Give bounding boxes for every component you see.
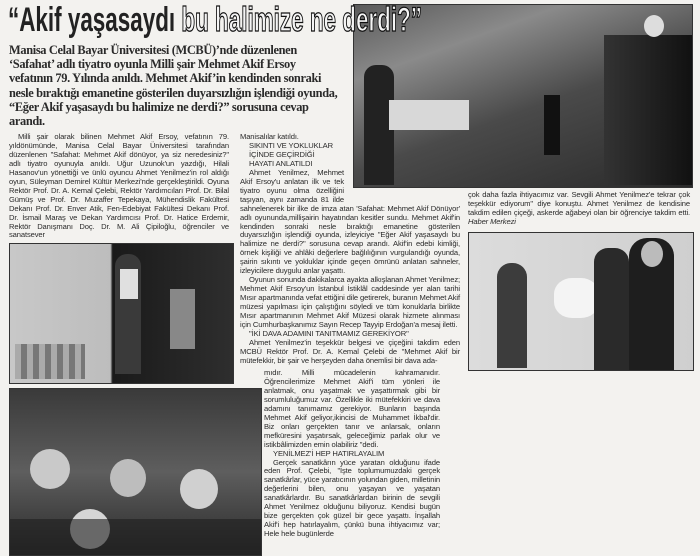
body-column-3 (468, 191, 690, 227)
headline-part-1: “Akif yaşasaydı (8, 1, 176, 39)
body-column-1 (9, 133, 229, 240)
subheading: HAYATI ANLATILDI (249, 158, 313, 168)
headline (8, 1, 422, 39)
body-column-2 (240, 133, 460, 366)
paragraph: Manisalılar katıldı. (240, 132, 299, 141)
photo-flower-presentation (468, 232, 694, 371)
photo-actor-on-stage (9, 243, 234, 384)
paragraph: mıdır. Milli mücadelenin kahramanıdır. Öğrencilerimize Mehmet Akif'i tüm yönleri ile anlatmak, onu yaşatmak ve yaşattırmak gibi bir sorumluluğumuz var. Özellikle iki mütefekkiri ve dava adamını tanımamız gerekiyor. Bunların başında Mehmet Akif geliyor,ikincisi de Muhammet İkbal'dir. Biz onları gerçekten tanır ve anlarsak, onların mefküresini yaşatırsak, geleceğimiz parlak olur ve istikbâlimizden emin olabiliriz "dedi. (264, 368, 440, 449)
paragraph (468, 191, 690, 227)
byline: Haber Merkezi (468, 216, 516, 226)
lead-paragraph: Manisa Celal Bayar Üniversitesi (MCBÜ)’nde düzenlenen ‘Safahat’ adlı tiyatro oyunla Milli şair Mehmet Akif Ersoy vefatının 79. Yılında anıldı. Mehmet Akif’in kendinden sonraki nesle bıraktığı emanetine gösterilen duyarsızlığın işlendiği oyunda, “Eğer Akif yaşasaydı bu halimize ne derdi?” sorusuna cevap arandı. (9, 43, 338, 129)
paragraph-text: çok daha fazla ihtiyacımız var. Sevgili Ahmet Yenilmez'e tekrar çok teşekkür ediyorum" diye konuştu. Ahmet Yenilmez de kendisine takdim edilen çiçeği, askerde ağabeyi olan bir öğrenciye takdim etti. (468, 190, 690, 217)
subheading: SIKINTI VE YOKLUKLAR (249, 140, 333, 150)
paragraph: Ahmet Yenilmez'in teşekkür belgesi ve çiçeğini takdim eden MCBÜ Rektör Prof. Dr. A. Kemal Çelebi de "Mehmet Akif bir mütefekkir, bir şair ve herşeyden daha önemlisi bir dava ada- (240, 337, 460, 365)
paragraph: Gerçek sanatkârın yüce yaratan olduğunu ifade eden Prof. Çelebi, "İşte toplumumuzdaki gerçek sanatkârlar, yüce yaratıcının yolundan giden, milletinin değerlerini bilen, onu yaşayan ve yaşatan sanatkârlardır. Bu sanatkârlardan birinin de sevgili Ahmet Yenilmez olduğunu biliyoruz. Kendisi bugün bize gerçekten çok güzel bir gece yaşattı. İnşallah Akif'i hep hatırlayalım, çünkü buna ihtiyacımız var; Hele hele bugünlerde (264, 457, 440, 539)
subheading: "İKİ DAVA ADAMINI TANITMAMIZ GEREKİYOR" (249, 328, 409, 338)
paragraph: Milli şair olarak bilinen Mehmet Akif Ersoy, vefatının 79. yıldönümünde, Manisa Celal Bayar Üniversitesi tarafından düzenlenen "Safahat: Mehmet Akif dönüyor, ya siz neredesiniz?" adlı tiyatro oyunuyla anıldı. Uğur Uzunok'un yazdığı, Hilali Hasanov'un yönettiği ve ünlü oyuncu Ahmet Yenilmez'in rol aldığı oyun, Süleyman Demirel Kültür Merkezi'nde gerçekleştirildi. Oyuna Rektör Prof. Dr. A. Kemal Çelebi, Rektör Yardımcıları Prof. Dr. Bilal Gümüş ve Prof. Dr. Muzaffer Tepekaya, Mühendislik Fakültesi Dekanı Prof. Dr. Enver Atik, Fen-Edebiyat Fakültesi Dekanı Prof. Dr. İsmail Maraş ve Dekan Yardımcısı Prof. Dr. Hatice Erdemir, Rektör Danışmanı Doç. Dr. M. Ali Çipiloğlu, öğrenciler ve sanatsever (9, 132, 229, 240)
headline-part-2: bu halimize ne derdi?” (175, 1, 423, 39)
body-column-2-continued (264, 369, 440, 539)
subheading: YENİLMEZ'İ HEP HATIRLAYALIM (273, 448, 385, 458)
subheading: İÇİNDE GEÇİRDİĞİ (249, 149, 315, 159)
photo-audience (9, 388, 262, 556)
paragraph: Ahmet Yenilmez, Mehmet Akif Ersoy'u anlatan ilk ve tek tiyatro oyunu olma özelliğini taşıyan, aynı zamanda 81 ilde sahnelenerek bir ilke de imza atan 'Safahat: Mehmet Akif Dönüyor' adlı oyununda,millişairin hayatından kesitler sundu. Mehmet Akif'in kendinden sonraki nesle bıraktığı emanetine gösterilen duyarsızlığın işlendiği oyunda, izleyiciye "Eğer Akif yaşasaydı bu halimize ne derdi?" sorusuna cevap arandı. Akif'in edebi kimliği, örnek kişiliği ve ahlâki değerlere bağlılığının vurgulandığı oyunda, şairin sıkıntı ve yokluklar içinde geçen ömrünü anlatan sahneler, izleyicilere duygulu anlar yaşattı. (240, 167, 460, 276)
paragraph: Oyunun sonunda dakikalarca ayakta alkışlanan Ahmet Yenilmez; Mehmet Akif Ersoy'un İstanbul İstiklâl caddesinde yer alan tarihi Mısır apartmanında vefat ettiğini dile getirerek, buranın Mehmet Akif müzesi yapılması için çalıştığını söyledi ve tüm konuklarla birlikte Mısır apartmanının Mehmet Akif Müzesi olarak hizmete alınması için Cumhurbaşkanımız Sayın Recep Tayyip Erdoğan'a mesaj iletti. (240, 275, 460, 330)
